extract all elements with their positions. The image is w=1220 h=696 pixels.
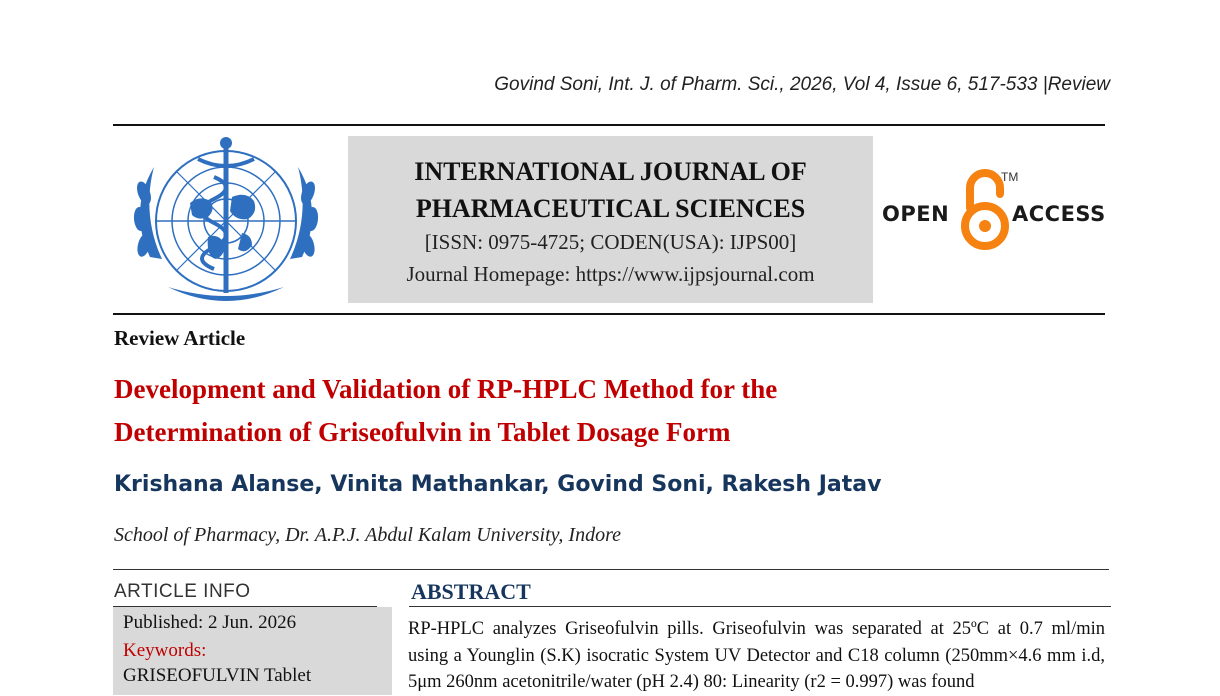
keywords-label: Keywords: [123,640,207,661]
masthead-bottom-rule [113,313,1105,315]
abstract-heading: ABSTRACT [411,579,531,604]
published-date: Published: 2 Jun. 2026 [123,612,297,633]
running-citation: Govind Soni, Int. J. of Pharm. Sci., 2026, Vol 4, Issue 6, 517-533 |Review [494,74,1110,95]
top-rule [113,124,1105,126]
article-type: Review Article [114,326,246,350]
article-title [114,368,1014,454]
journal-masthead [348,136,873,303]
journal-title-line1: INTERNATIONAL JOURNAL OF [414,157,807,186]
open-access-badge [880,168,1110,252]
journal-homepage: Journal Homepage: https://www.ijpsjournal.com [406,262,815,286]
article-title-line2: Determination of Griseofulvin in Tablet Dosage Form [114,417,731,447]
article-info-panel [113,607,392,695]
article-title-line1: Development and Validation of RP-HPLC Method for the [114,374,778,404]
open-access-open-text: OPEN [882,202,950,226]
article-authors: Krishana Alanse, Vinita Mathankar, Govind Soni, Rakesh Jatav [114,472,882,497]
journal-title-line2: PHARMACEUTICAL SCIENCES [415,194,806,223]
abstract-rule [409,606,1111,607]
article-info-heading: ARTICLE INFO [114,581,251,602]
journal-issn: [ISSN: 0975-4725; CODEN(USA): IJPS00] [424,230,797,254]
section-divider [113,569,1109,570]
un-medical-emblem-icon [128,137,324,307]
journal-title [348,153,873,227]
article-affiliation: School of Pharmacy, Dr. A.P.J. Abdul Kalam University, Indore [114,524,622,546]
keywords-value: GRISEOFULVIN Tablet [123,665,312,686]
abstract-text: RP-HPLC analyzes Griseofulvin pills. Griseofulvin was separated at 25ºC at 0.7 ml/min using a Younglin (S.K) isocratic System UV Detector and C18 column (250mm×4.6 mm i.d, 5μm 260nm acetonitrile/water (pH 2.4) 80: Linearity (r2 = 0.997) was found [408,619,1105,692]
open-access-access-text: ACCESS [1012,202,1106,226]
open-access-tm: TM [1001,170,1019,184]
